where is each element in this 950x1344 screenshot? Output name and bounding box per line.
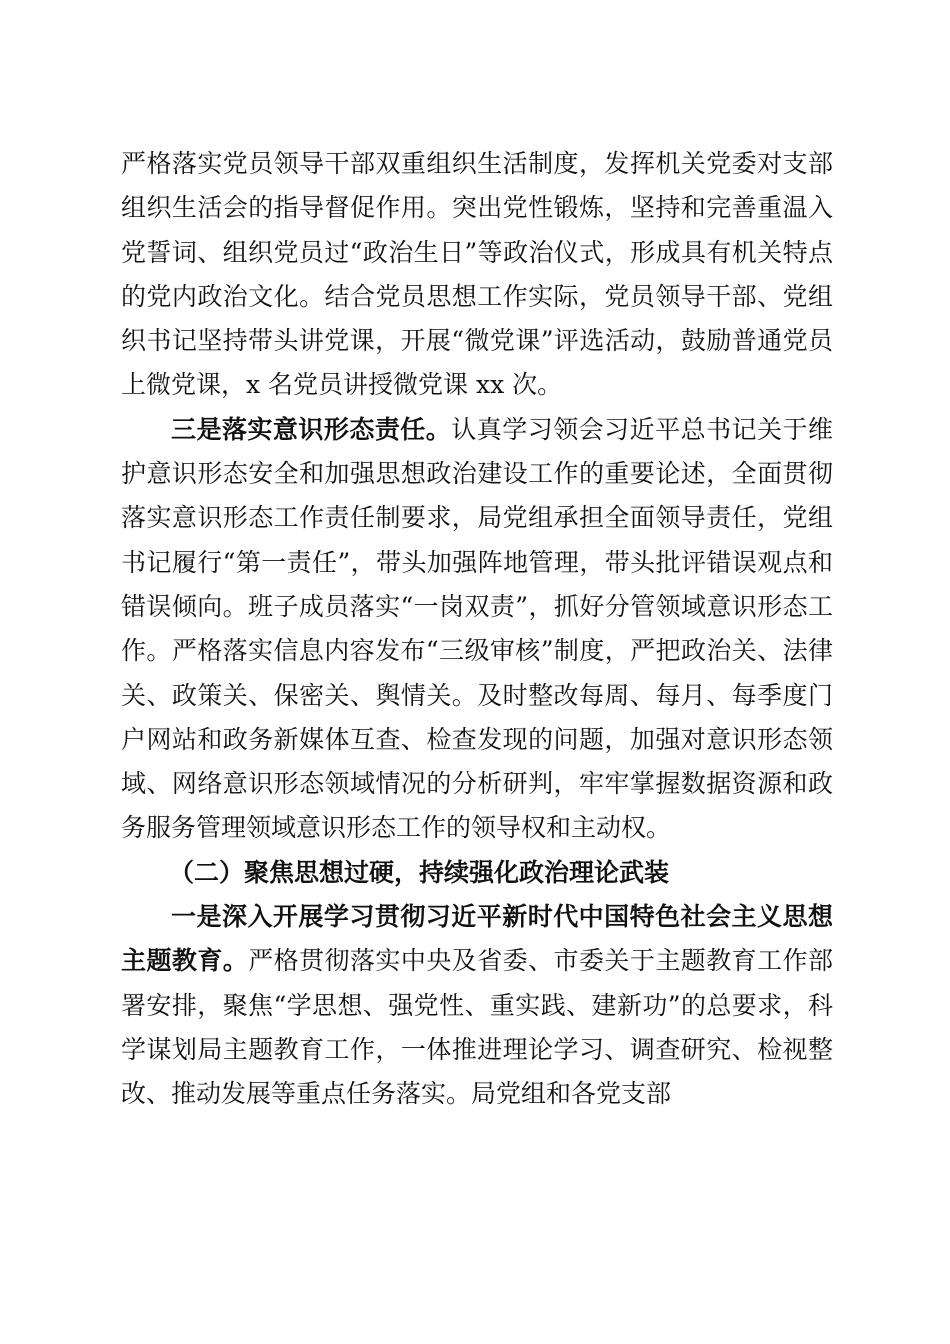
paragraph-text: 严格落实党员领导干部双重组织生活制度，发挥机关党委对支部组织生活会的指导督促作用。突出党性锻炼，坚持和完善重温入党誓词、组织党员过“政治生日”等政治仪式，形成具有机关特点的党内政治文化。结合党员思想工作实际，党员领导干部、党组织书记坚持带头讲党课，开展“微党课”评选活动，鼓励普通党员上微党课，x 名党员讲授微党课 xx 次。 — [121, 149, 833, 400]
paragraph-lead: 一是深入开展学习贯彻习近平新时代中国特色社会主义思想主题教育。 — [121, 902, 833, 976]
paragraph-theme-education — [121, 895, 833, 1116]
section-heading: （二）聚焦思想过硬，持续强化政治理论武装 — [169, 857, 670, 887]
paragraph-continuation — [121, 142, 833, 408]
paragraph-lead: 三是落实意识形态责任。 — [171, 414, 452, 444]
paragraph-text: 认真学习领会习近平总书记关于维护意识形态安全和加强思想政治建设工作的重要论述，全面贯彻落实意识形态工作责任制要求，局党组承担全面领导责任，党组书记履行“第一责任”，带头加强阵地管理，带头批评错误观点和错误倾向。班子成员落实“一岗双责”，抓好分管领域意识形态工作。严格落实信息内容发布“三级审核”制度，严把政治关、法律关、政策关、保密关、舆情关。及时整改每周、每月、每季度门户网站和政务新媒体互查、检查发现的问题，加强对意识形态领域、网络意识形态领域情况的分析研判，牢牢掌握数据资源和政务服务管理领域意识形态工作的领导权和主动权。 — [121, 414, 833, 843]
document-body — [121, 142, 833, 1117]
paragraph-text: 严格贯彻落实中央及省委、市委关于主题教育工作部署安排，聚焦“学思想、强党性、重实践、建新功”的总要求，科学谋划局主题教育工作，一体推进理论学习、调查研究、检视整改、推动发展等重点任务落实。局党组和各党支部 — [121, 946, 833, 1109]
paragraph-ideology-responsibility — [121, 408, 833, 851]
